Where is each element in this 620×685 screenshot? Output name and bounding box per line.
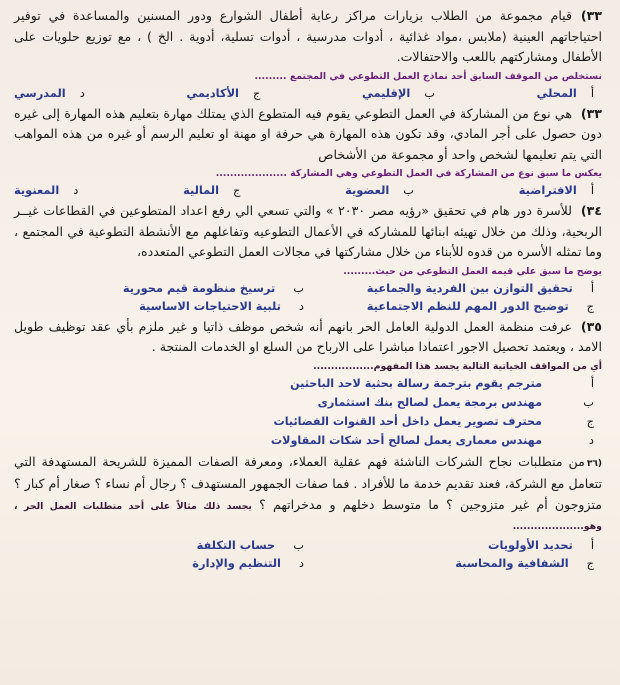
question-prompt: يوضح ما سبق علي قيمه العمل التطوعي من حيث.........	[343, 265, 602, 277]
options-row	[14, 183, 602, 197]
options-list	[14, 376, 602, 447]
option-c[interactable]: ج الشفافية والمحاسبة	[455, 555, 594, 570]
question-text: من متطلبات نجاح الشركات الناشئة فهم عقلية العملاء، ومعرفة الصفات المميزة للشريحة المستهدفة التي تتعامل مع الشركة، فعند تقديم خدمة ما للأفراد . فما صفات الجمهور المستهدف ؟ رجال أم نساء ؟ صغار أم كبار ؟ متزوجون أم غير متزوجين ؟ ما متوسط دخلهم و مدخراتهم ؟	[14, 453, 602, 512]
question-35	[14, 317, 602, 447]
options-grid	[14, 538, 602, 570]
question-34	[14, 201, 602, 313]
option-c[interactable]: ج المالية	[183, 183, 241, 197]
option-d[interactable]: د مهندس معمارى يعمل لصالح أحد شكات المقاولات	[270, 432, 594, 447]
question-prompt: أي من المواقف الحياتية التالية يجسد هذا المفهوم.................	[313, 360, 602, 372]
question-text: قيام مجموعة من الطلاب بزيارات مراكز رعاية أطفال الشوارع ودور المسنين والمساعدة في توفير احتياجاتهم العينية (ملابس ،مواد غذائية ، أدوات مدرسية ، أدوات تسلية، أدوية . الخ ) ، مع توزيع حلويات على الأطفال ومشاركتهم باللعب والاحتفالات.	[14, 8, 602, 64]
option-a[interactable]: أ المحلي	[536, 85, 594, 100]
option-c[interactable]: ج توضيح الدور المهم للنظم الاجتماعية	[366, 298, 594, 313]
question-prompt: يعكس ما سبق نوع من المشاركة في العمل التطوعي وهي المشاركة ....................	[215, 168, 602, 179]
option-a[interactable]: أ تحقيق التوازن بين الفردية والجماعية	[366, 280, 594, 295]
question-text: هي نوع من المشاركة في العمل التطوعي يقوم فيه المتطوع الذي يمتلك مهارة بتعليم هذه المهارة إلى غيره دون حصول على أجر المادي، وقد تكون هذه المهارة هي حرفة او مهنة او تعليم الرسم أو غيره من هذه المواهب التي يتم تعليمها لشخص واحد أو مجموعة من الأشخاص	[14, 105, 602, 162]
option-d[interactable]: د المدرسي	[14, 85, 85, 100]
option-c[interactable]: ج الأكاديمي	[186, 85, 261, 100]
question-number: ٣٣)	[580, 105, 602, 121]
question-33a	[14, 6, 602, 100]
option-a[interactable]: أ مترجم يقوم بترجمة رسالة بحثية لاحد الباحثين	[290, 375, 594, 390]
question-number: ٣٥)	[580, 318, 602, 334]
option-b[interactable]: ب العضوية	[345, 183, 415, 197]
question-33b	[14, 104, 602, 198]
option-b[interactable]: ب حساب التكلفة	[196, 537, 304, 552]
question-prompt: يجسد ذلك مثالاً على أحد متطلبات العمل الحر ، وهو....................	[14, 500, 602, 532]
question-number: ٣٣)	[580, 8, 602, 23]
question-number: ٣٤)	[580, 203, 602, 218]
option-c[interactable]: ج محترف تصوير يعمل داخل أحد القنوات الفضائيات	[273, 413, 594, 428]
question-prompt: نستخلص من الموقف السابق أحد نماذج العمل التطوعي في المجتمع .........	[254, 70, 602, 82]
question-36	[14, 452, 602, 570]
option-d[interactable]: د التنظيم والإدارة	[192, 555, 304, 570]
question-text: عرفت منظمة العمل الدولية العامل الحر بانهم أنه شخص موظف ذاتيا و غير ملزم بأي عقد توظيف طويل الامد ، ويعتمد تحصيل الاجور اعتمادا مباشرا على الارباح من السلع او الخدمات المنتجة .	[14, 318, 602, 354]
option-d[interactable]: د تلبية الاحتياجات الاساسية	[139, 298, 304, 313]
option-a[interactable]: أ الافتراضية	[518, 183, 594, 197]
option-b[interactable]: ب مهندس برمجة يعمل لصالح بنك استثمارى	[317, 394, 594, 409]
options-grid	[14, 281, 602, 313]
question-text: للأسرة دور هام في تحقيق «رؤيه مصر ٢٠٣٠ » والتي تسعي الي رفع اعداد المتطوعين في القطاعات غيــر الربحية، وذلك من خلال تهيئه ابنائها للمشاركه في الأعمال التطوعيه وتفاعلهم مع الأنشطة التطوعية في المجتمع ، وما تمثله الأسره من قدوه للأبناء من خلال مشاركتها في مجالات العمل التطوعي المتعدده،	[14, 203, 602, 259]
option-b[interactable]: ب الإقليمي	[361, 85, 435, 100]
options-row	[14, 86, 602, 100]
question-number: (٣٦	[586, 458, 602, 469]
option-b[interactable]: ب ترسيخ منظومة قيم محورية	[122, 280, 304, 295]
option-d[interactable]: د المعنوية	[14, 183, 79, 197]
option-a[interactable]: أ تحديد الأولويات	[488, 537, 594, 552]
